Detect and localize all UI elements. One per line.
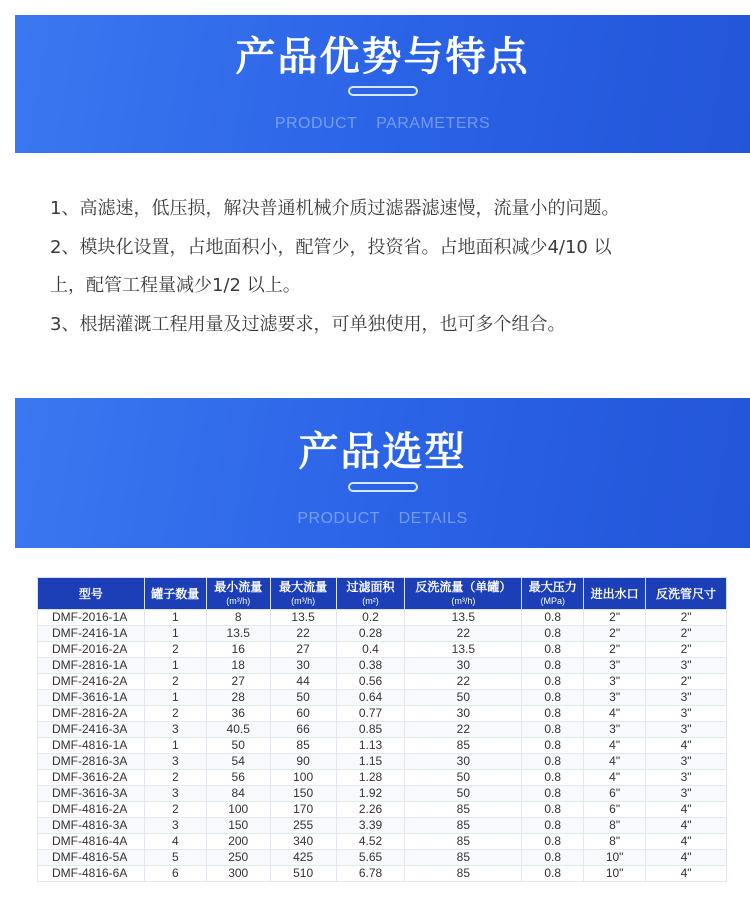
table-cell: 3"	[584, 722, 646, 738]
table-cell: 3"	[646, 722, 727, 738]
table-cell: 6.78	[336, 866, 405, 882]
table-cell: 6"	[584, 802, 646, 818]
table-cell: 5.65	[336, 850, 405, 866]
advantages-subtitle: PRODUCT PARAMETERS	[274, 115, 491, 132]
table-cell: 4"	[584, 738, 646, 754]
column-header	[270, 578, 336, 610]
column-header-unit: (m²)	[362, 595, 379, 606]
table-cell: 8"	[584, 834, 646, 850]
feature-line: 2、模块化设置，占地面积小，配管少，投资省。占地面积减少4/10 以	[50, 236, 612, 258]
feature-line: 3、根据灌溉工程用量及过滤要求，可单独使用，也可多个组合。	[50, 313, 566, 335]
table-cell: 0.8	[522, 818, 584, 834]
table-cell: 1	[144, 626, 206, 642]
product-selection-table	[37, 577, 727, 882]
table-cell: 3"	[584, 658, 646, 674]
column-header-label: 罐子数量	[151, 586, 200, 601]
table-row	[38, 818, 727, 834]
table-cell: 0.38	[336, 658, 405, 674]
table-cell: 85	[270, 738, 336, 754]
table-row	[38, 674, 727, 690]
table-cell: 4"	[646, 834, 727, 850]
table-cell: 2.26	[336, 802, 405, 818]
table-cell: 2	[144, 770, 206, 786]
model-cell: DMF-2816-2A	[38, 706, 145, 722]
table-row	[38, 642, 727, 658]
table-cell: 0.8	[522, 786, 584, 802]
table-cell: 50	[405, 690, 522, 706]
table-cell: 100	[270, 770, 336, 786]
table-cell: 1.92	[336, 786, 405, 802]
table-cell: 150	[270, 786, 336, 802]
column-header	[38, 578, 145, 610]
table-cell: 3	[144, 786, 206, 802]
table-cell: 0.8	[522, 850, 584, 866]
table-cell: 6	[144, 866, 206, 882]
model-cell: DMF-3616-3A	[38, 786, 145, 802]
table-cell: 4"	[646, 850, 727, 866]
model-cell: DMF-2816-3A	[38, 754, 145, 770]
table-cell: 4	[144, 834, 206, 850]
column-header	[336, 578, 405, 610]
table-cell: 13.5	[405, 610, 522, 626]
table-cell: 44	[270, 674, 336, 690]
table-cell: 85	[405, 866, 522, 882]
advantages-title: 产品优势与特点	[235, 34, 530, 80]
table-cell: 27	[270, 642, 336, 658]
table-cell: 2"	[584, 610, 646, 626]
table-cell: 2"	[584, 626, 646, 642]
column-header-label: 过滤面积	[346, 579, 395, 594]
column-header-unit: (MPa)	[540, 595, 565, 606]
table-cell: 0.8	[522, 706, 584, 722]
table-cell: 22	[405, 674, 522, 690]
table-cell: 170	[270, 802, 336, 818]
table-cell: 8	[206, 610, 270, 626]
table-cell: 3"	[646, 786, 727, 802]
table-cell: 0.4	[336, 642, 405, 658]
title-divider-pill	[348, 482, 418, 492]
model-cell: DMF-2816-1A	[38, 658, 145, 674]
column-header	[646, 578, 727, 610]
table-cell: 255	[270, 818, 336, 834]
column-header-label: 最大压力	[528, 579, 577, 594]
table-cell: 22	[405, 722, 522, 738]
table-cell: 3.39	[336, 818, 405, 834]
table-cell: 0.85	[336, 722, 405, 738]
table-cell: 30	[270, 658, 336, 674]
table-cell: 85	[405, 818, 522, 834]
table-cell: 50	[270, 690, 336, 706]
table-cell: 3	[144, 722, 206, 738]
table-cell: 300	[206, 866, 270, 882]
table-cell: 66	[270, 722, 336, 738]
selection-banner	[15, 398, 750, 548]
table-cell: 1.28	[336, 770, 405, 786]
table-cell: 22	[405, 626, 522, 642]
table-cell: 150	[206, 818, 270, 834]
model-cell: DMF-2416-2A	[38, 674, 145, 690]
table-cell: 5	[144, 850, 206, 866]
table-cell: 2	[144, 674, 206, 690]
table-cell: 27	[206, 674, 270, 690]
column-header	[405, 578, 522, 610]
table-cell: 10"	[584, 866, 646, 882]
table-cell: 0.77	[336, 706, 405, 722]
table-cell: 3	[144, 818, 206, 834]
column-header-unit: (m³/h)	[451, 595, 476, 606]
selection-title: 产品选型	[298, 429, 467, 475]
feature-line: 上，配管工程量减少1/2 以上。	[50, 275, 301, 296]
table-cell: 8"	[584, 818, 646, 834]
column-header-label: 型号	[78, 586, 103, 601]
table-cell: 1	[144, 658, 206, 674]
table-cell: 1	[144, 738, 206, 754]
table-cell: 90	[270, 754, 336, 770]
table-cell: 13.5	[270, 610, 336, 626]
table-cell: 2"	[646, 674, 727, 690]
model-cell: DMF-4816-4A	[38, 834, 145, 850]
table-cell: 85	[405, 834, 522, 850]
table-row	[38, 706, 727, 722]
column-header	[522, 578, 584, 610]
model-cell: DMF-2016-1A	[38, 610, 145, 626]
table-cell: 84	[206, 786, 270, 802]
table-cell: 3	[144, 754, 206, 770]
table-cell: 6"	[584, 786, 646, 802]
table-cell: 3"	[646, 706, 727, 722]
table-cell: 250	[206, 850, 270, 866]
table-row	[38, 658, 727, 674]
table-cell: 4"	[646, 818, 727, 834]
table-cell: 4"	[646, 738, 727, 754]
table-cell: 0.8	[522, 866, 584, 882]
model-cell: DMF-2016-2A	[38, 642, 145, 658]
table-cell: 3"	[584, 674, 646, 690]
table-cell: 0.64	[336, 690, 405, 706]
table-cell: 1	[144, 690, 206, 706]
table-row	[38, 802, 727, 818]
table-cell: 16	[206, 642, 270, 658]
table-cell: 3"	[646, 770, 727, 786]
table-cell: 0.8	[522, 738, 584, 754]
column-header-unit: (m³/h)	[226, 595, 251, 606]
feature-list	[50, 190, 710, 344]
model-cell: DMF-4816-2A	[38, 802, 145, 818]
table-row	[38, 834, 727, 850]
table-cell: 0.8	[522, 626, 584, 642]
table-cell: 50	[405, 786, 522, 802]
table-row	[38, 690, 727, 706]
table-cell: 0.56	[336, 674, 405, 690]
table-cell: 56	[206, 770, 270, 786]
column-header	[206, 578, 270, 610]
table-cell: 60	[270, 706, 336, 722]
column-header-label: 最大流量	[279, 579, 328, 594]
advantages-banner	[15, 15, 750, 153]
table-body	[38, 610, 727, 882]
table-cell: 22	[270, 626, 336, 642]
table-cell: 30	[405, 658, 522, 674]
model-cell: DMF-3616-2A	[38, 770, 145, 786]
table-cell: 2"	[646, 642, 727, 658]
column-header-label: 最小流量	[214, 579, 263, 594]
table-cell: 340	[270, 834, 336, 850]
table-cell: 0.8	[522, 754, 584, 770]
table-cell: 0.8	[522, 658, 584, 674]
table-cell: 0.8	[522, 802, 584, 818]
table-row	[38, 786, 727, 802]
table-cell: 85	[405, 738, 522, 754]
table-cell: 50	[405, 770, 522, 786]
table-cell: 54	[206, 754, 270, 770]
table-cell: 40.5	[206, 722, 270, 738]
table-cell: 510	[270, 866, 336, 882]
model-cell: DMF-4816-3A	[38, 818, 145, 834]
table-row	[38, 866, 727, 882]
model-cell: DMF-4816-6A	[38, 866, 145, 882]
table-cell: 85	[405, 850, 522, 866]
table-cell: 0.8	[522, 610, 584, 626]
table-cell: 0.2	[336, 610, 405, 626]
table-cell: 2	[144, 706, 206, 722]
table-cell: 2	[144, 802, 206, 818]
table-row	[38, 626, 727, 642]
table-cell: 425	[270, 850, 336, 866]
table-cell: 2	[144, 642, 206, 658]
table-cell: 0.8	[522, 722, 584, 738]
table-cell: 28	[206, 690, 270, 706]
table-cell: 2"	[646, 626, 727, 642]
column-header-label: 进出水口	[590, 586, 639, 601]
table-cell: 3"	[646, 754, 727, 770]
table-cell: 13.5	[206, 626, 270, 642]
table-cell: 0.28	[336, 626, 405, 642]
column-header-label: 反洗流量（单罐）	[415, 579, 512, 594]
column-header-label: 反洗管尺寸	[656, 586, 717, 601]
table-row	[38, 850, 727, 866]
model-cell: DMF-4816-5A	[38, 850, 145, 866]
table-cell: 10"	[584, 850, 646, 866]
table-cell: 200	[206, 834, 270, 850]
column-header	[584, 578, 646, 610]
table-cell: 4"	[584, 770, 646, 786]
table-cell: 2"	[646, 610, 727, 626]
table-header-row	[38, 578, 727, 610]
table-cell: 4"	[584, 706, 646, 722]
table-row	[38, 722, 727, 738]
table-cell: 0.8	[522, 834, 584, 850]
table-cell: 50	[206, 738, 270, 754]
model-cell: DMF-4816-1A	[38, 738, 145, 754]
model-cell: DMF-3616-1A	[38, 690, 145, 706]
table-cell: 1.15	[336, 754, 405, 770]
table-cell: 13.5	[405, 642, 522, 658]
title-divider-pill	[348, 86, 418, 96]
table-cell: 100	[206, 802, 270, 818]
table-cell: 4"	[646, 866, 727, 882]
table-cell: 36	[206, 706, 270, 722]
table-cell: 2"	[584, 642, 646, 658]
table-row	[38, 754, 727, 770]
table-cell: 1	[144, 610, 206, 626]
column-header-unit: (m³/h)	[291, 595, 316, 606]
table-cell: 3"	[646, 658, 727, 674]
table-cell: 30	[405, 754, 522, 770]
model-cell: DMF-2416-3A	[38, 722, 145, 738]
table-cell: 3"	[584, 690, 646, 706]
table-cell: 0.8	[522, 690, 584, 706]
table-cell: 30	[405, 706, 522, 722]
table-cell: 18	[206, 658, 270, 674]
selection-subtitle: PRODUCT DETAILS	[297, 510, 468, 527]
feature-line: 1、高滤速，低压损，解决普通机械介质过滤器滤速慢，流量小的问题。	[50, 198, 620, 219]
table-cell: 0.8	[522, 674, 584, 690]
table-cell: 1.13	[336, 738, 405, 754]
column-header	[144, 578, 206, 610]
table-cell: 4.52	[336, 834, 405, 850]
table-row	[38, 770, 727, 786]
table-cell: 3"	[646, 690, 727, 706]
table-cell: 4"	[584, 754, 646, 770]
model-cell: DMF-2416-1A	[38, 626, 145, 642]
table-cell: 0.8	[522, 642, 584, 658]
table-row	[38, 610, 727, 626]
table-cell: 85	[405, 802, 522, 818]
table-cell: 4"	[646, 802, 727, 818]
table-row	[38, 738, 727, 754]
table-cell: 0.8	[522, 770, 584, 786]
